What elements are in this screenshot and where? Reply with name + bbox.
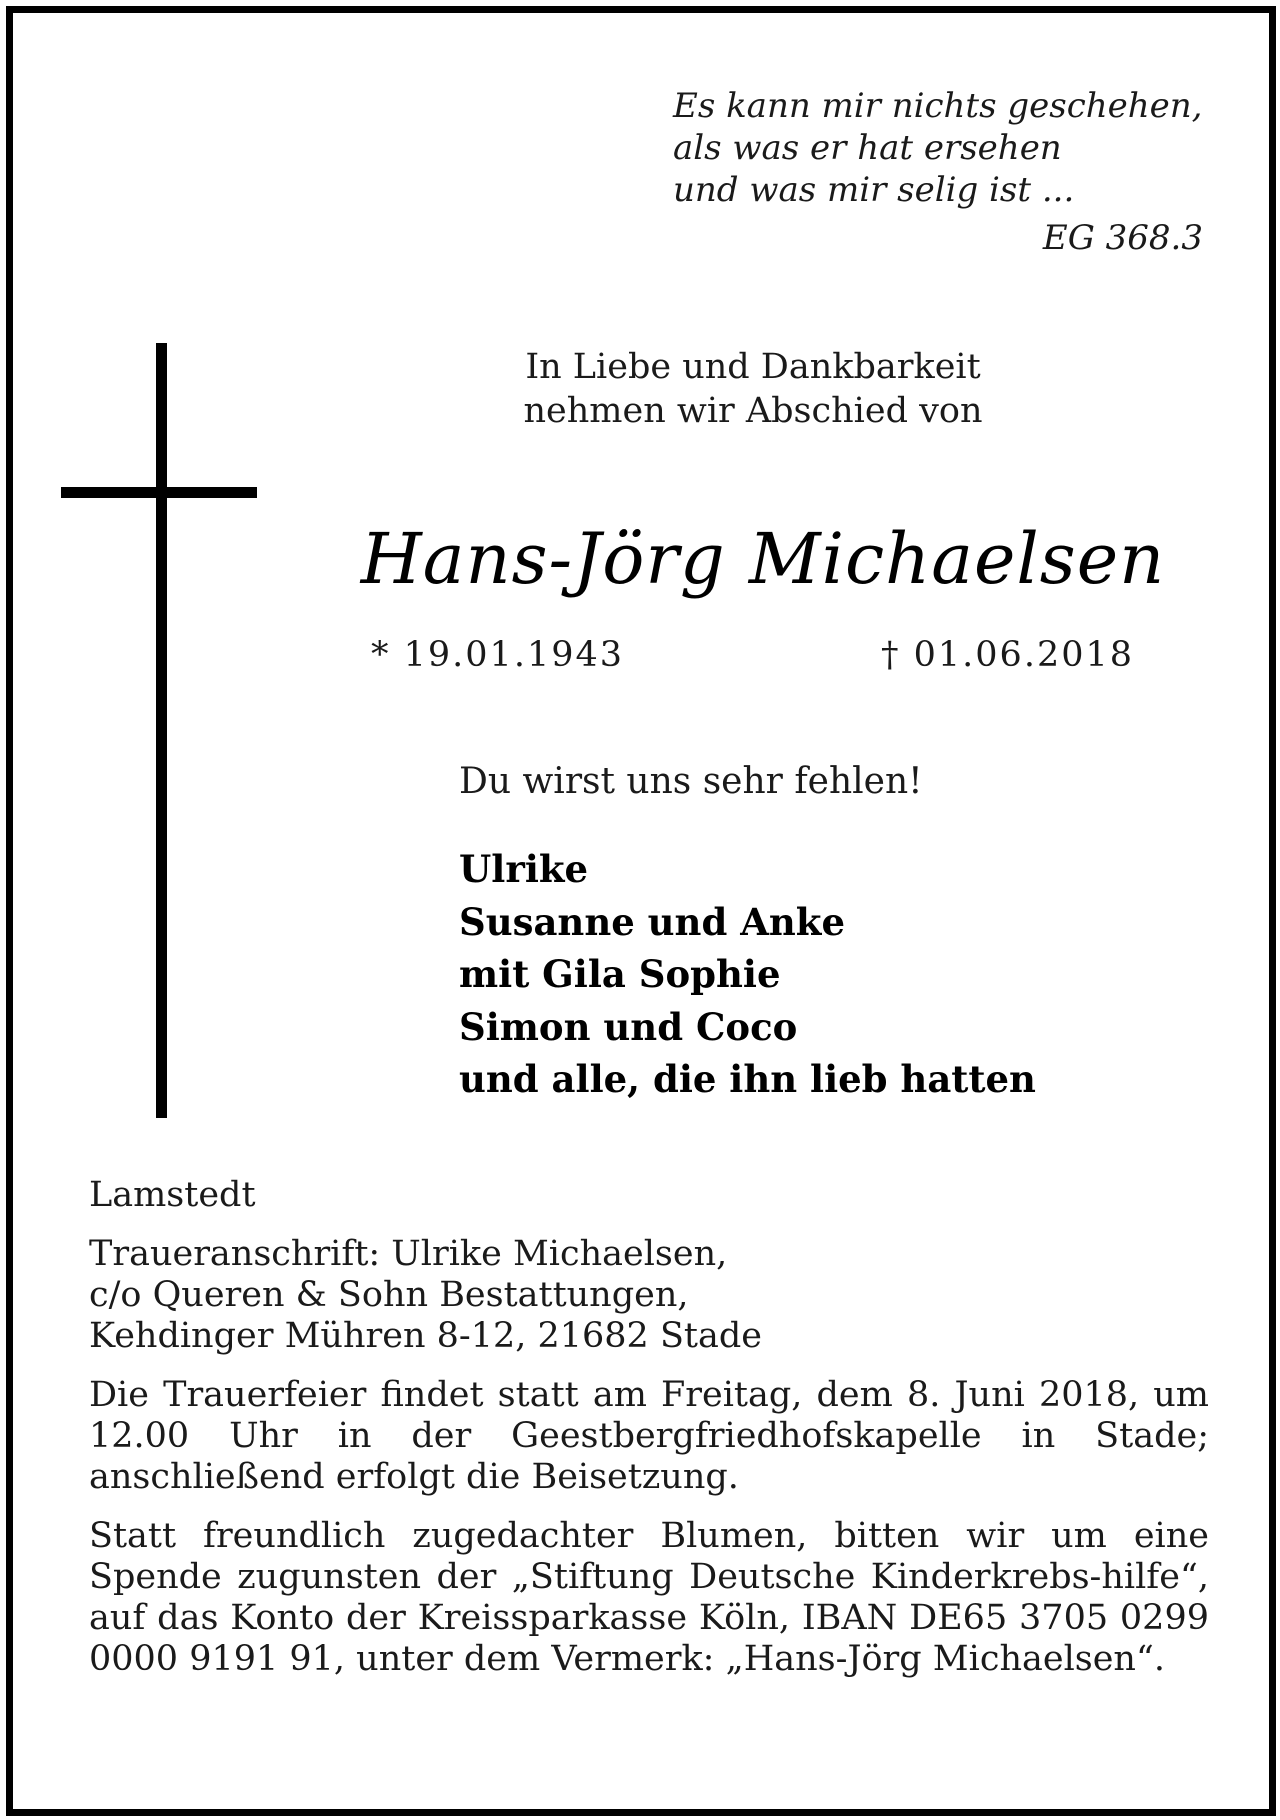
family-list [459, 843, 1036, 1106]
mourning-address [89, 1234, 1209, 1357]
address-line: Traueranschrift: Ulrike Michaelsen, [89, 1234, 728, 1274]
death-date: † 01.06.2018 [881, 635, 1135, 675]
family-member: mit Gila Sophie [459, 952, 781, 996]
deceased-name: Hans-Jörg Michaelsen [360, 518, 1166, 600]
place: Lamstedt [89, 1175, 256, 1215]
family-member: und alle, die ihn lieb hatten [459, 1057, 1036, 1101]
bible-verse [673, 85, 1213, 259]
donation-info: Statt freundlich zugedachter Blumen, bitten wir um eine Spende zugunsten der „Stiftung Deutsche Kinderkrebs-hilfe“, auf das Konto der Kreissparkasse Köln, IBAN DE65 3705 0299 0000 9191 91, unter dem Vermerk: „Hans-Jörg Michaelsen“. [89, 1516, 1209, 1679]
farewell-text: Du wirst uns sehr fehlen! [459, 761, 923, 802]
family-member: Ulrike [459, 847, 589, 891]
verse-line: als was er hat ersehen [673, 128, 1062, 168]
notice-details [89, 1175, 1209, 1698]
intro-line: nehmen wir Abschied von [523, 391, 983, 431]
address-line: c/o Queren & Sohn Bestattungen, [89, 1275, 689, 1315]
cross-vertical-bar [156, 343, 167, 1118]
birth-date: * 19.01.1943 [371, 635, 625, 675]
intro-text [443, 345, 1063, 433]
family-member: Susanne und Anke [459, 899, 845, 944]
ceremony-info: Die Trauerfeier findet statt am Freitag, dem 8. Juni 2018, um 12.00 Uhr in der Geestbergfriedhofskapelle in Stade; anschließend erfolgt die Beisetzung. [89, 1375, 1209, 1497]
intro-line: In Liebe und Dankbarkeit [525, 347, 981, 387]
family-member: Simon und Coco [459, 1004, 798, 1049]
obituary-notice [6, 6, 1276, 1816]
address-line: Kehdinger Mühren 8-12, 21682 Stade [89, 1316, 762, 1356]
verse-line: Es kann mir nichts geschehen, [673, 86, 1203, 126]
verse-line: und was mir selig ist ... [673, 170, 1075, 210]
verse-reference: EG 368.3 [1042, 218, 1203, 258]
cross-horizontal-bar [61, 487, 257, 498]
